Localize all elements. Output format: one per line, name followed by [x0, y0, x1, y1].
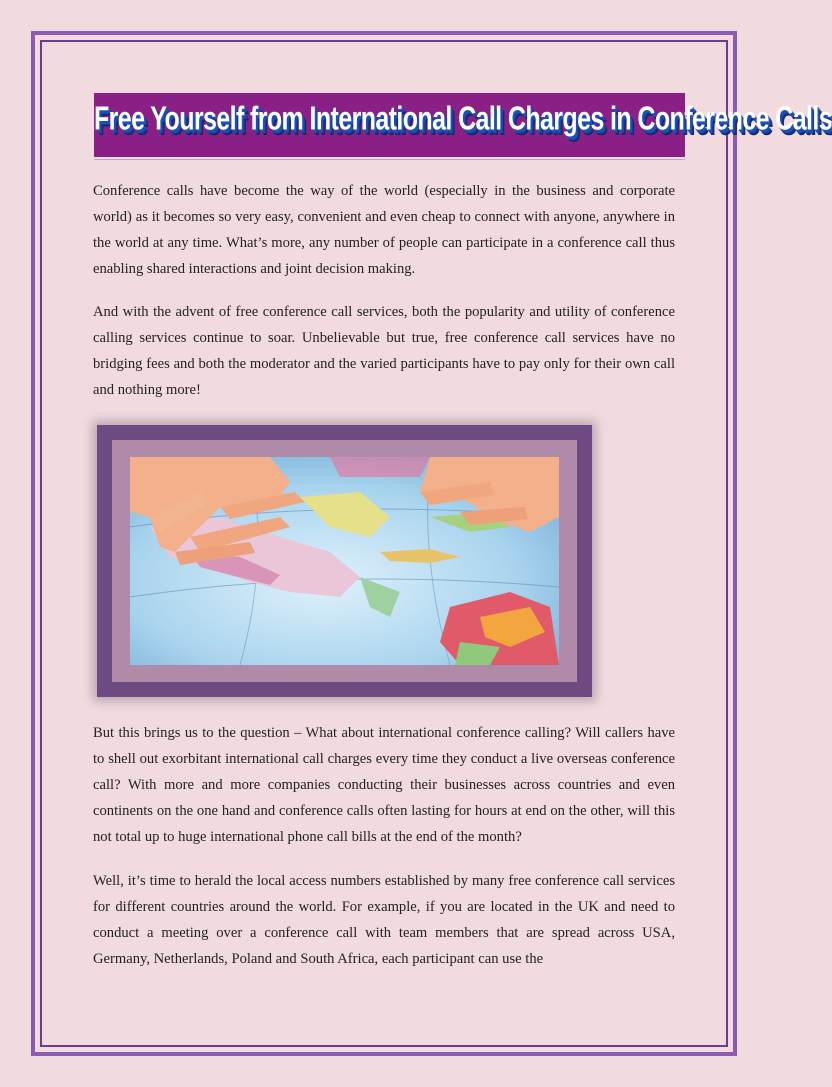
paragraph-2: And with the advent of free conference call services, both the popularity and utility of conference calling services continue to soar. Unbelievable but true, free conference call services have no bridging fees and both the moderator and the varied participants have to pay only for their own call and nothing more! [93, 304, 675, 398]
banner-divider [94, 159, 685, 160]
paragraph-1: Conference calls have become the way of the world (especially in the business and corporate world) as it becomes so very easy, convenient and even cheap to connect with anyone, anywhere in the world at any time. What’s more, any number of people can participate in a conference call thus enabling shared interactions and joint decision making. [93, 183, 675, 277]
globe-photo-frame [97, 425, 592, 697]
banner-title: Free Yourself from International Call Charges in Conference Calls [94, 99, 832, 138]
globe-hands-photo [130, 457, 559, 665]
paragraph-3: But this brings us to the question – What about international conference calling? Will callers have to shell out exorbitant international call charges every time they conduct a live overseas conference call? With more and more companies conducting their businesses across countries and even continents on the one hand and conference calls often lasting for hours at end on the other, will this not total up to huge international phone call bills at the end of the month? [93, 725, 675, 845]
paragraph-4: Well, it’s time to herald the local access numbers established by many free conference call services for different countries around the world. For example, if you are located in the UK and need to conduct a meeting over a conference call with team members that are spread across USA, Germany, Netherlands, Poland and South Africa, each participant can use the [93, 873, 675, 967]
title-banner [94, 93, 832, 157]
